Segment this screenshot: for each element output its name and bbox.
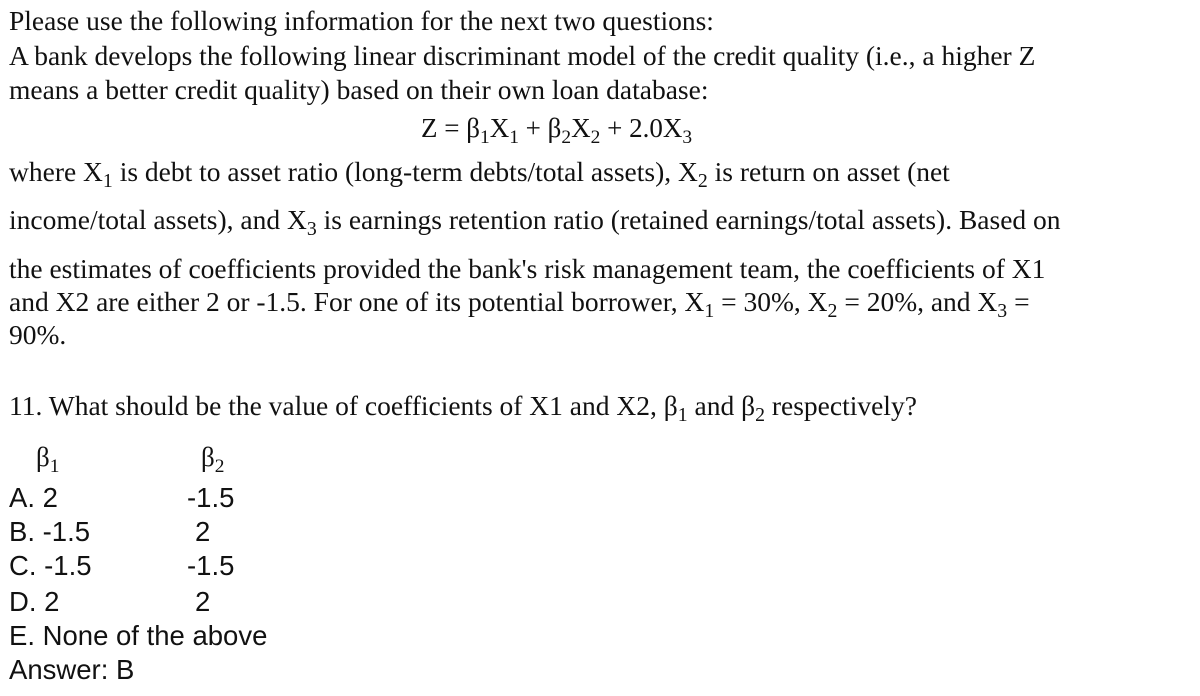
text-segment: = <box>1007 286 1030 317</box>
text-segment: = 20%, and X <box>837 286 998 317</box>
option-label: C. -1.5 <box>9 550 92 581</box>
eq-x2: X <box>571 113 591 143</box>
eq-x1: X <box>489 113 510 143</box>
header-beta1 <box>36 440 59 478</box>
subscript: 2 <box>214 456 225 478</box>
eq-beta1-sub: 1 <box>479 127 490 149</box>
option-value: 2 <box>195 586 211 617</box>
paragraph-line: A bank develops the following linear discriminant model of the credit quality (i.e., a higher Z <box>9 40 1036 71</box>
variable-definitions-line <box>9 155 950 192</box>
subscript: 1 <box>677 404 688 427</box>
intro-text: Please use the following information for the next two questions: <box>9 5 714 36</box>
text-segment: is debt to asset ratio (long-term debts/total assets), X <box>112 156 698 187</box>
eq-plus: + <box>607 113 623 143</box>
text-segment: and β <box>687 390 756 421</box>
answer-text: Answer: B <box>9 654 135 685</box>
eq-x2-sub: 2 <box>590 127 601 149</box>
subscript: 3 <box>997 300 1008 323</box>
eq-beta1: β <box>466 113 480 143</box>
option-label: A. 2 <box>9 482 58 513</box>
text-segment: where X <box>9 156 103 187</box>
text-segment: 11. What should be the value of coefficients of X1 and X2, β <box>9 390 678 421</box>
eq-lhs: Z <box>421 113 438 143</box>
variable-definitions-line <box>9 203 1061 240</box>
eq-beta2: β <box>547 113 562 143</box>
text-segment: respectively? <box>764 390 917 421</box>
option-label: D. 2 <box>9 586 60 617</box>
beta-symbol: β <box>201 442 215 472</box>
subscript: 1 <box>102 170 113 193</box>
header-beta2 <box>201 440 224 478</box>
subscript: 3 <box>306 218 317 241</box>
option-e: E. None of the above <box>9 620 268 651</box>
beta-symbol: β <box>36 442 50 472</box>
eq-x3-sub: 3 <box>682 127 693 149</box>
eq-x1-sub: 1 <box>509 127 519 149</box>
eq-beta2-sub: 2 <box>561 127 572 149</box>
text-segment: is earnings retention ratio (retained earnings/total assets). Based on <box>316 204 1061 235</box>
option-value: -1.5 <box>187 550 235 581</box>
option-label: B. -1.5 <box>9 516 91 547</box>
eq-coef3: 2.0X <box>629 113 683 143</box>
text-segment: and X2 are either 2 or -1.5. For one of its potential borrower, X <box>9 286 705 317</box>
subscript: 1 <box>49 456 60 478</box>
question-text <box>9 389 917 426</box>
discriminant-equation <box>421 111 692 149</box>
paragraph-line <box>9 285 1030 322</box>
text-segment: income/total assets), and X <box>9 204 307 235</box>
eq-equals: = <box>444 113 460 143</box>
subscript: 2 <box>697 170 708 193</box>
text-segment: is return on asset (net <box>707 156 950 187</box>
paragraph-line: the estimates of coefficients provided the bank's risk management team, the coefficients of X1 <box>9 253 1046 284</box>
text-segment: = 30%, X <box>714 286 828 317</box>
option-value: 2 <box>195 516 211 547</box>
eq-plus: + <box>525 113 541 143</box>
paragraph-line: means a better credit quality) based on their own loan database: <box>9 74 709 105</box>
subscript: 1 <box>704 300 715 323</box>
subscript: 2 <box>827 300 838 323</box>
subscript: 2 <box>755 404 765 427</box>
option-value: -1.5 <box>187 482 235 513</box>
paragraph-line: 90%. <box>9 319 67 350</box>
